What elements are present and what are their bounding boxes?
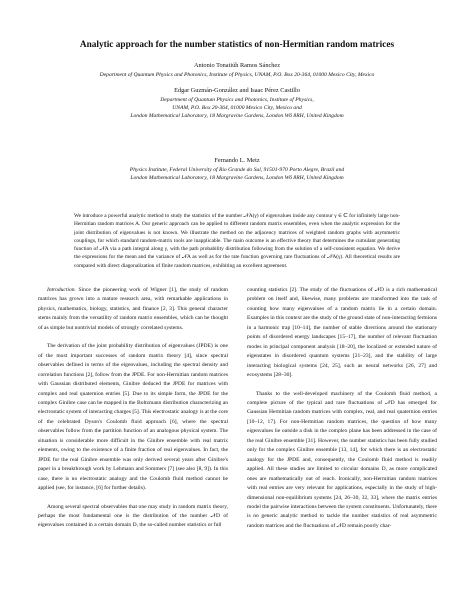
author-block-2 <box>0 87 474 120</box>
affiliation-line: Department of Quantum Physics and Photonics, Institute of Physics, <box>160 96 314 103</box>
left-column <box>38 286 228 531</box>
abstract: We introduce a powerful analytic method to study the statistics of the number 𝒩A(γ) of eigenvalues inside any contour γ ∈ ℂ for infinitely large non-Hermitian random matrices A. Our generic approach can be applied to different random matrix ensembles, even when the analytic expression for the joint distribution of eigenvalues is not known. We illustrate the method on the adjacency matrices of weighted random graphs with asymmetric couplings, for which standard random-matrix tools are inapplicable. The main outcome is an effective theory that determines the cumulant generating function of 𝒩A via a path integral along γ, with the path probability distribution following from the solution of a self-consistent equation. We derive the expressions for the mean and the variance of 𝒩A as well as for the rate function governing rare fluctuations of 𝒩A(γ). All theoretical results are compared with direct diagonalization of finite random matrices, exhibiting an excellent agreement. <box>74 213 400 269</box>
paragraph-lead: Introduction. <box>47 287 76 293</box>
affiliation-line: Department of Quantum Physics and Photonics, Institute of Physics, UNAM, P.O. Box 20-364, 01000 Mexico City, Mexico <box>99 71 375 78</box>
author-names: Edgar Guzmán-González and Isaac Pérez Castillo <box>174 87 300 94</box>
right-column <box>247 286 437 531</box>
author-names: Antonio Tonatiúh Ramos Sánchez <box>193 62 280 69</box>
paragraph-text: The derivation of the joint probability distribution of eigenvalues (JPDE) is one of the most important successes of random matrix theory [4], since spectral observables defined in terms of the eigenvalues, including the spectral density and correlation functions [2], follow from the JPDE. For non-Hermitian random matrices with Gaussian distributed elements, Ginibre deduced the JPDE for matrices with complex and real quaternion entries [5]. Due to its simple form, the JPDE for the complex Ginibre case can be mapped in the Boltzmann distribution characterizing an electrostatic system of interacting charges [5]. This electrostatic analogy is at the core of the celebrated Dyson's Coulomb fluid approach [6], where the spectral observables follow from the partition function of an analogous physical system. The situation is considerable more difficult in the Ginibre ensemble with real matrix elements, owing to the existence of a finite fraction of real eigenvalues. In fact, the JPDE for the real Ginibre ensemble was only derived several years after Ginibre's paper in a breakthrough work by Lehmann and Sommers [7] (see also [8, 9]). In this case, there is no electrostatic analogy and the Coulomb fluid method cannot be applied (see, for instance, [6] for further details). <box>38 343 229 492</box>
paragraph-text: Among several spectral observables that one may study in random matrix theory, perhaps the most fundamental one is the distribution of the number 𝒩D of eigenvalues contained in a certain domain D, the so-called number statistics or full <box>38 503 228 529</box>
paper-title: Analytic approach for the number statistics of non-Hermitian random matrices <box>79 40 395 50</box>
paragraph <box>38 503 228 531</box>
paragraph <box>38 286 228 333</box>
paragraph-text: counting statistics [2]. The study of the fluctuations of 𝒩D is a rich mathematical problem on itself and, likewise, many problems are transformed into the task of counting how many eigenvalues of a random matrix lie in a certain domain. Examples in this context are the study of the ground state of non-interacting fermions in a harmonic trap [10–14], the number of stable directions around the stationary points of disordered energy landscapes [15–17], the number of relevant fluctuation modes in principal component analysis [18–20], the localized or extended nature of eigenstates in disordered quantum systems [21–23], and the stability of large interacting biological systems [24, 25], such as neural networks [26, 27] and ecosystems [28–30]. <box>247 287 437 379</box>
affiliation-line: London Mathematical Laboratory, 18 Margravine Gardens, London W6 8RH, United Kingdom <box>130 113 344 119</box>
author-block-3 <box>0 157 474 182</box>
paragraph-text: Since the pioneering work of Wigner [1], the study of random matrices has grown into a mature research area, with remarkable applications in physics, mathematics, biology, statistics, and finance [2, 3]. This general character stems mainly from the versatility of random matrix ensembles, which can be thought of as simple but nontrivial models of strongly correlated systems. <box>38 287 228 331</box>
affiliation-line: London Mathematical Laboratory, 18 Margravine Gardens, London W6 8RH, United Kingdom <box>130 174 344 181</box>
author-block-1 <box>0 62 474 79</box>
affiliation-line: UNAM, P.O. Box 20-364, 01000 Mexico City, Mexico and <box>172 104 302 111</box>
author-names: Fernando L. Metz <box>214 157 260 164</box>
paragraph <box>38 342 228 493</box>
affiliation-line: Physics Institute, Federal University of Rio Grande do Sul, 91501-970 Porto Alegre, Brazil and <box>129 166 345 173</box>
paragraph <box>247 390 437 532</box>
paragraph-text: Thanks to the well-developed machinery of the Coulomb fluid method, a complete picture of the typical and rare fluctuations of 𝒩D has emerged for Gaussian Hermitian random matrices with complex, real, and real quaternion entries [10–12, 17]. For non-Hermitian random matrices, the question of how many eigenvalues lie outside a disk in the complex plane has been addressed in the case of the real Ginibre ensemble [31]. However, the number statistics has been fully studied only for the complex Ginibre ensemble [13, 14], for which there is an electrostatic analogy for the JPDE and, consequently, the Coulomb fluid method is readily applied. All these studies are limited to circular domains D, as more complicated ones are mathematically out of reach. Ironically, non-Hermitian random matrices with real entries are very relevant for applications, especially in the study of high-dimensional non-equilibrium systems [24, 26–30, 32, 33], where the matrix entries model the pairwise interactions between the system constituents. Unfortunately, there is no generic analytic method to tackle the number statistics of real asymmetric random matrices and the fluctuations of 𝒩D remain poorly char- <box>247 390 437 529</box>
paragraph <box>247 286 437 381</box>
